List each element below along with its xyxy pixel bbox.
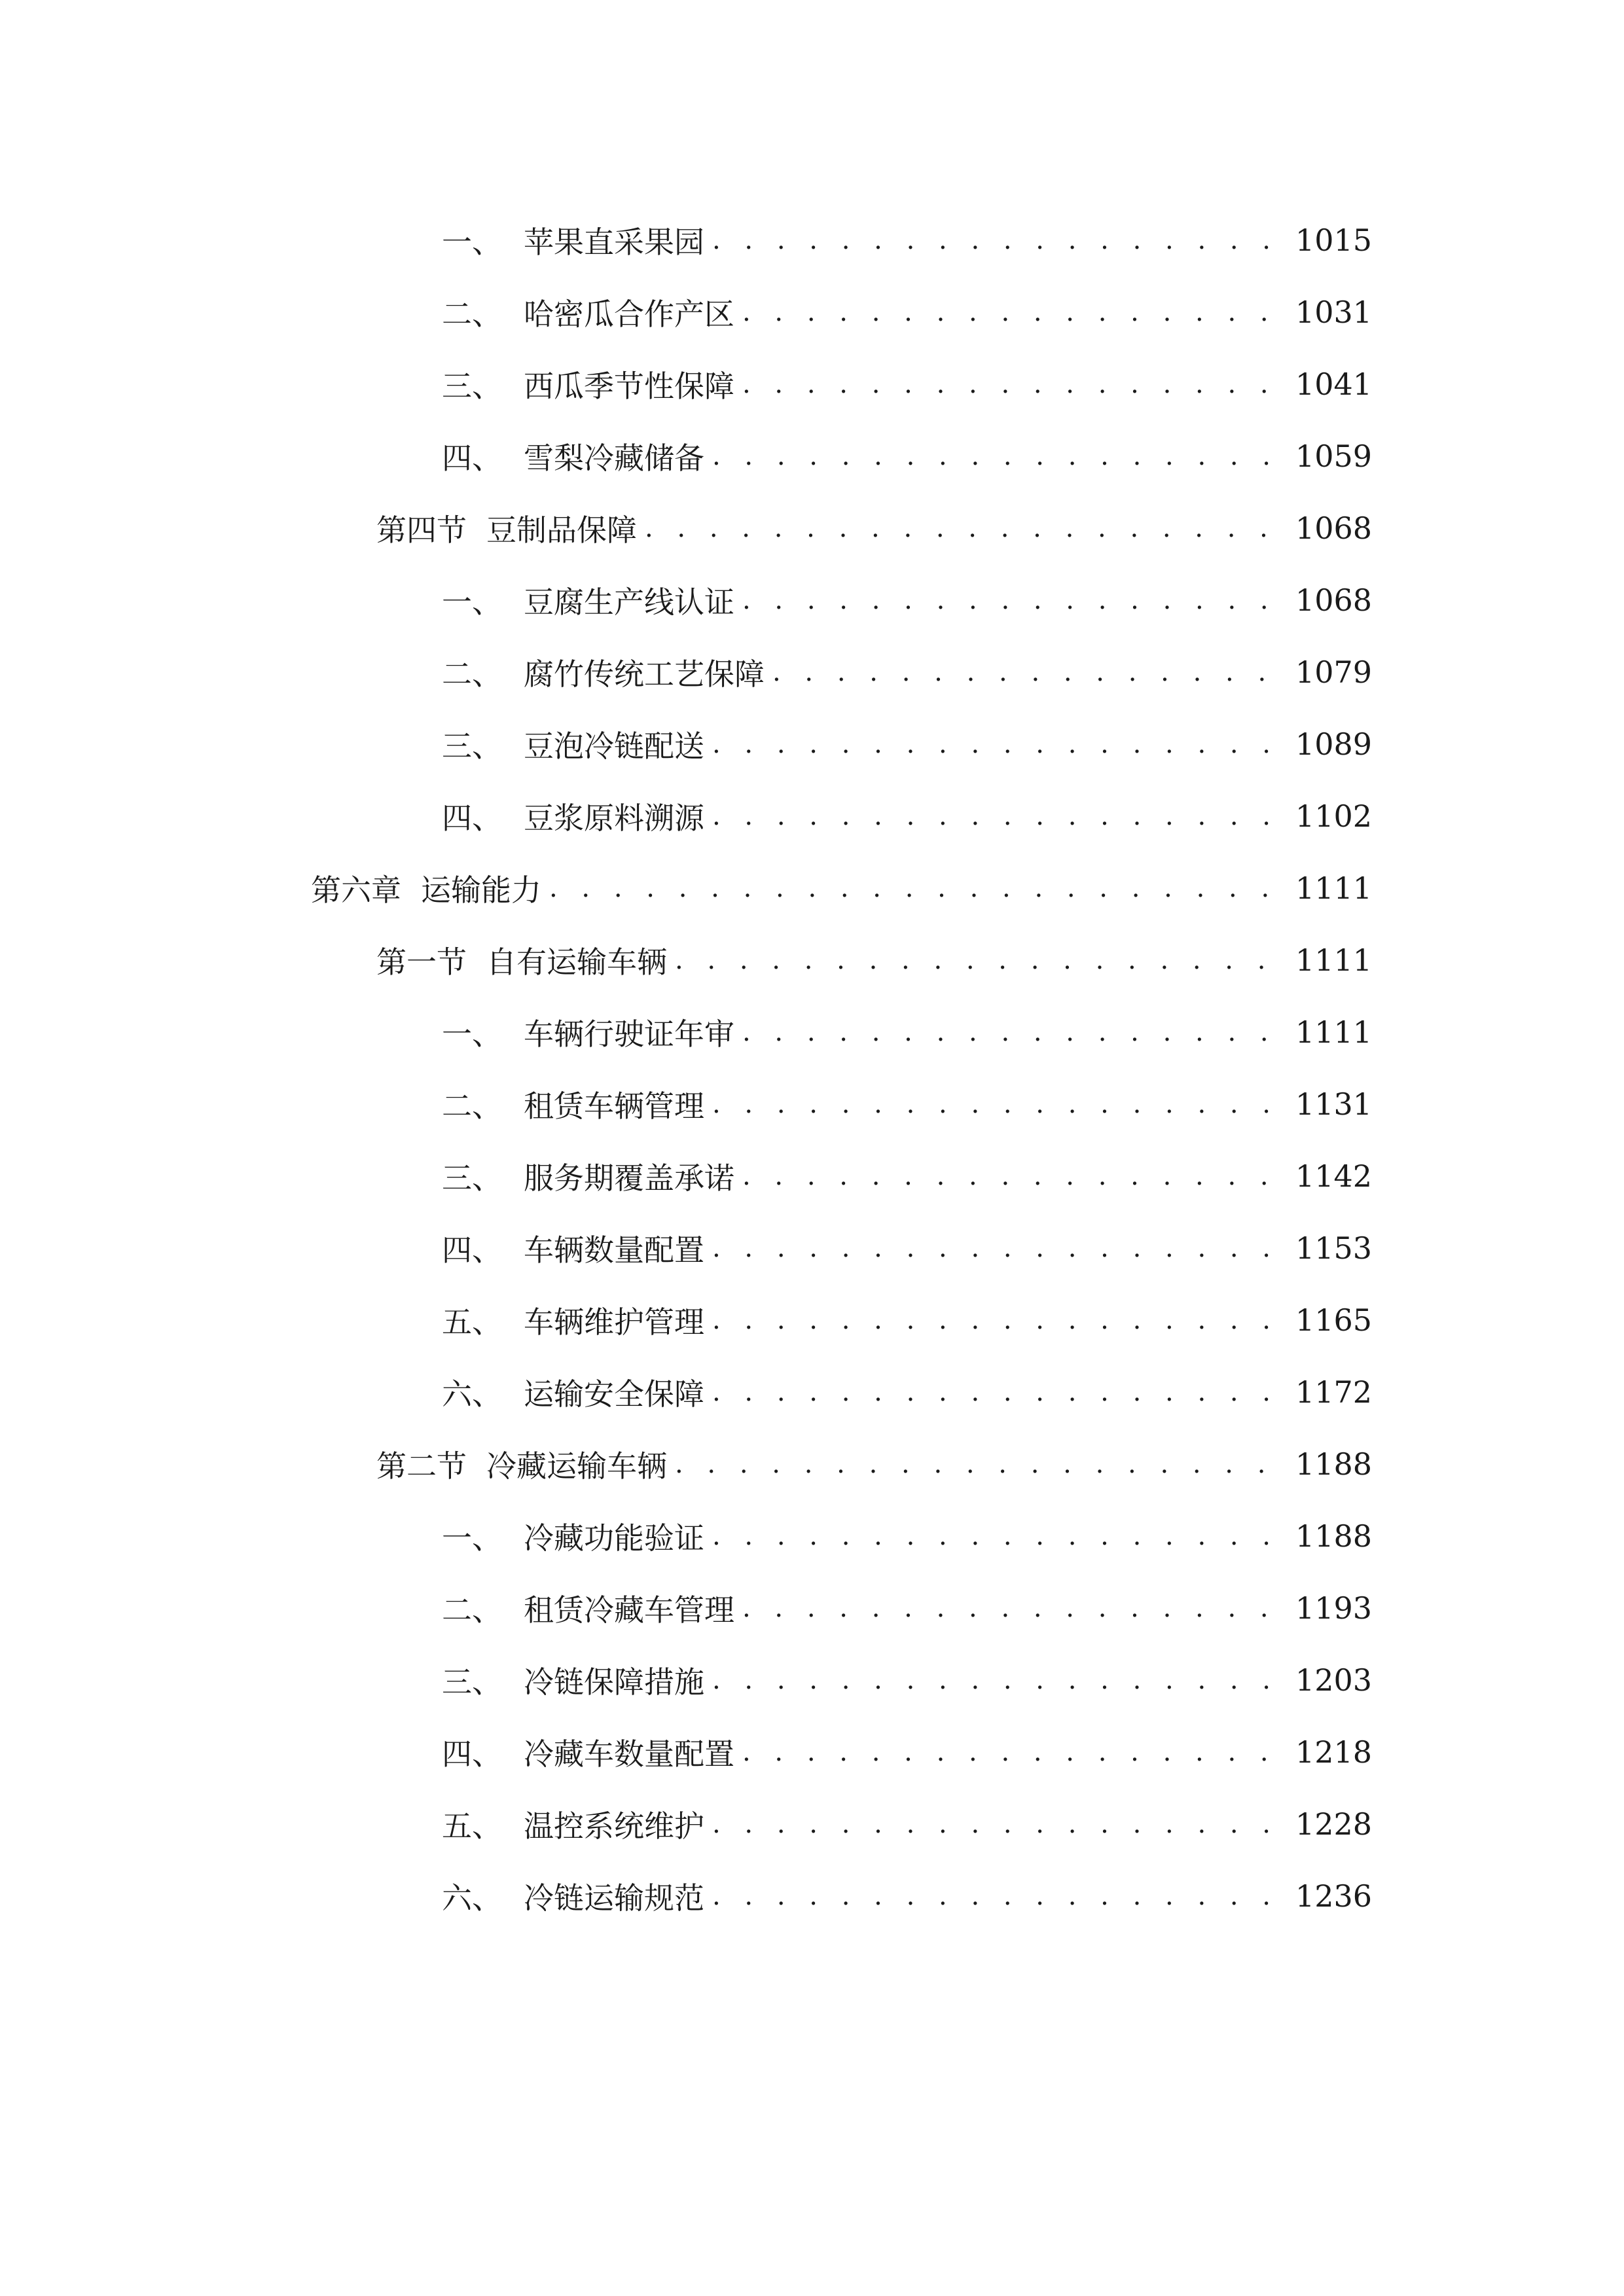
toc-entry[interactable]	[0, 852, 1624, 924]
toc-entry[interactable]	[0, 420, 1624, 492]
dot-leader	[712, 227, 1284, 253]
toc-entry[interactable]	[0, 1788, 1624, 1860]
toc-entry-title: 冷藏功能验证	[524, 1520, 704, 1556]
toc-entry[interactable]	[0, 636, 1624, 708]
toc-entry-title: 西瓜季节性保障	[524, 368, 734, 404]
dot-leader	[742, 371, 1284, 397]
toc-entry-title: 豆制品保障	[486, 512, 637, 548]
toc-entry-page-number: 1131	[1295, 1086, 1372, 1122]
toc-entry-marker: 二、	[442, 656, 502, 692]
dot-leader	[712, 1379, 1284, 1405]
toc-entry-title: 温控系统维护	[524, 1808, 704, 1844]
dot-leader	[675, 947, 1284, 973]
toc-entry-marker: 三、	[442, 368, 502, 404]
toc-entry-page-number: 1111	[1295, 942, 1372, 978]
toc-entry-page-number: 1102	[1295, 798, 1372, 834]
toc-entry[interactable]	[0, 1716, 1624, 1788]
toc-entry[interactable]	[0, 348, 1624, 420]
toc-entry-page-number: 1031	[1295, 295, 1372, 330]
toc-entry-marker: 一、	[442, 224, 502, 260]
toc-entry-page-number: 1079	[1295, 655, 1372, 690]
toc-entry[interactable]	[0, 1644, 1624, 1716]
toc-entry[interactable]	[0, 924, 1624, 996]
toc-entry-page-number: 1111	[1295, 870, 1372, 906]
dot-leader	[772, 659, 1284, 685]
toc-entry-page-number: 1188	[1295, 1446, 1372, 1482]
toc-entry-marker: 二、	[442, 296, 502, 332]
toc-entry-marker: 二、	[442, 1592, 502, 1628]
toc-entry-title: 苹果直采果园	[524, 224, 704, 260]
toc-entry-title: 运输安全保障	[524, 1376, 704, 1412]
dot-leader	[645, 515, 1284, 541]
toc-entry-marker: 四、	[442, 1736, 502, 1772]
dot-leader	[712, 1883, 1284, 1909]
dot-leader	[712, 1523, 1284, 1549]
toc-entry-page-number: 1165	[1295, 1302, 1372, 1338]
toc-entry-title: 哈密瓜合作产区	[524, 296, 734, 332]
dot-leader	[742, 1739, 1284, 1765]
dot-leader	[712, 1091, 1284, 1117]
dot-leader	[712, 443, 1284, 469]
toc-entry-title: 雪梨冷藏储备	[524, 440, 704, 476]
toc-entry-marker: 三、	[442, 1664, 502, 1700]
toc-entry[interactable]	[0, 708, 1624, 780]
toc-entry-page-number: 1172	[1295, 1374, 1372, 1410]
toc-entry-title: 冷链运输规范	[524, 1880, 704, 1916]
toc-entry-page-number: 1111	[1295, 1014, 1372, 1050]
toc-entry-title: 自有运输车辆	[486, 944, 667, 980]
toc-entry-page-number: 1142	[1295, 1158, 1372, 1194]
toc-entry-marker: 三、	[442, 1160, 502, 1196]
toc-entry[interactable]	[0, 780, 1624, 852]
toc-entry-marker: 二、	[442, 1088, 502, 1124]
toc-entry[interactable]	[0, 1428, 1624, 1500]
toc-entry-page-number: 1188	[1295, 1518, 1372, 1554]
toc-entry-page-number: 1015	[1295, 223, 1372, 258]
toc-entry-title: 服务期覆盖承诺	[524, 1160, 734, 1196]
toc-entry-marker: 一、	[442, 584, 502, 620]
toc-entry-title: 豆泡冷链配送	[524, 728, 704, 764]
toc-entry-title: 车辆维护管理	[524, 1304, 704, 1340]
dot-leader	[742, 587, 1284, 613]
toc-entry-marker: 五、	[442, 1808, 502, 1844]
toc-entry[interactable]	[0, 1500, 1624, 1572]
dot-leader	[712, 803, 1284, 829]
toc-entry-page-number: 1203	[1295, 1662, 1372, 1698]
toc-entry[interactable]	[0, 1860, 1624, 1932]
dot-leader	[712, 1667, 1284, 1693]
toc-entry-page-number: 1068	[1295, 583, 1372, 618]
toc-entry[interactable]	[0, 1572, 1624, 1644]
toc-entry-title: 车辆数量配置	[524, 1232, 704, 1268]
dot-leader	[712, 1811, 1284, 1837]
toc-entry-title: 腐竹传统工艺保障	[524, 656, 765, 692]
dot-leader	[742, 1163, 1284, 1189]
toc-entry[interactable]	[0, 1212, 1624, 1284]
toc-entry-title: 车辆行驶证年审	[524, 1016, 734, 1052]
dot-leader	[742, 299, 1284, 325]
toc-entry-marker: 四、	[442, 800, 502, 836]
dot-leader	[712, 1235, 1284, 1261]
toc-entry-page-number: 1218	[1295, 1734, 1372, 1770]
toc-entry[interactable]	[0, 276, 1624, 348]
toc-entry-page-number: 1228	[1295, 1806, 1372, 1842]
toc-entry[interactable]	[0, 1356, 1624, 1428]
toc-entry-page-number: 1041	[1295, 367, 1372, 402]
toc-entry[interactable]	[0, 1140, 1624, 1212]
toc-entry-marker: 四、	[442, 1232, 502, 1268]
toc-entry-marker: 三、	[442, 728, 502, 764]
toc-entry-title: 租赁车辆管理	[524, 1088, 704, 1124]
toc-entry-page-number: 1153	[1295, 1230, 1372, 1266]
dot-leader	[742, 1019, 1284, 1045]
toc-entry-marker: 第六章	[311, 872, 401, 908]
toc-entry-marker: 第四节	[376, 512, 467, 548]
toc-entry-title: 豆浆原料溯源	[524, 800, 704, 836]
toc-entry-page-number: 1089	[1295, 726, 1372, 762]
toc-entry-page-number: 1068	[1295, 511, 1372, 546]
toc-entry-marker: 第二节	[376, 1448, 467, 1484]
table-of-contents	[0, 204, 1624, 1932]
toc-entry-title: 运输能力	[421, 872, 541, 908]
toc-entry-marker: 六、	[442, 1880, 502, 1916]
toc-entry[interactable]	[0, 564, 1624, 636]
dot-leader	[742, 1595, 1284, 1621]
toc-entry-marker: 一、	[442, 1016, 502, 1052]
dot-leader	[712, 1307, 1284, 1333]
toc-entry-marker: 六、	[442, 1376, 502, 1412]
toc-entry[interactable]	[0, 492, 1624, 564]
toc-entry-page-number: 1236	[1295, 1878, 1372, 1914]
dot-leader	[712, 731, 1284, 757]
toc-entry-title: 租赁冷藏车管理	[524, 1592, 734, 1628]
toc-entry[interactable]	[0, 1284, 1624, 1356]
dot-leader	[549, 875, 1284, 901]
toc-entry-page-number: 1193	[1295, 1590, 1372, 1626]
toc-entry-marker: 四、	[442, 440, 502, 476]
toc-entry-marker: 五、	[442, 1304, 502, 1340]
toc-entry-title: 冷藏运输车辆	[486, 1448, 667, 1484]
dot-leader	[675, 1451, 1284, 1477]
toc-entry-page-number: 1059	[1295, 439, 1372, 474]
toc-entry[interactable]	[0, 996, 1624, 1068]
toc-entry-title: 豆腐生产线认证	[524, 584, 734, 620]
toc-entry-marker: 第一节	[376, 944, 467, 980]
toc-entry-title: 冷链保障措施	[524, 1664, 704, 1700]
toc-entry[interactable]	[0, 1068, 1624, 1140]
toc-entry[interactable]	[0, 204, 1624, 276]
toc-entry-title: 冷藏车数量配置	[524, 1736, 734, 1772]
toc-entry-marker: 一、	[442, 1520, 502, 1556]
